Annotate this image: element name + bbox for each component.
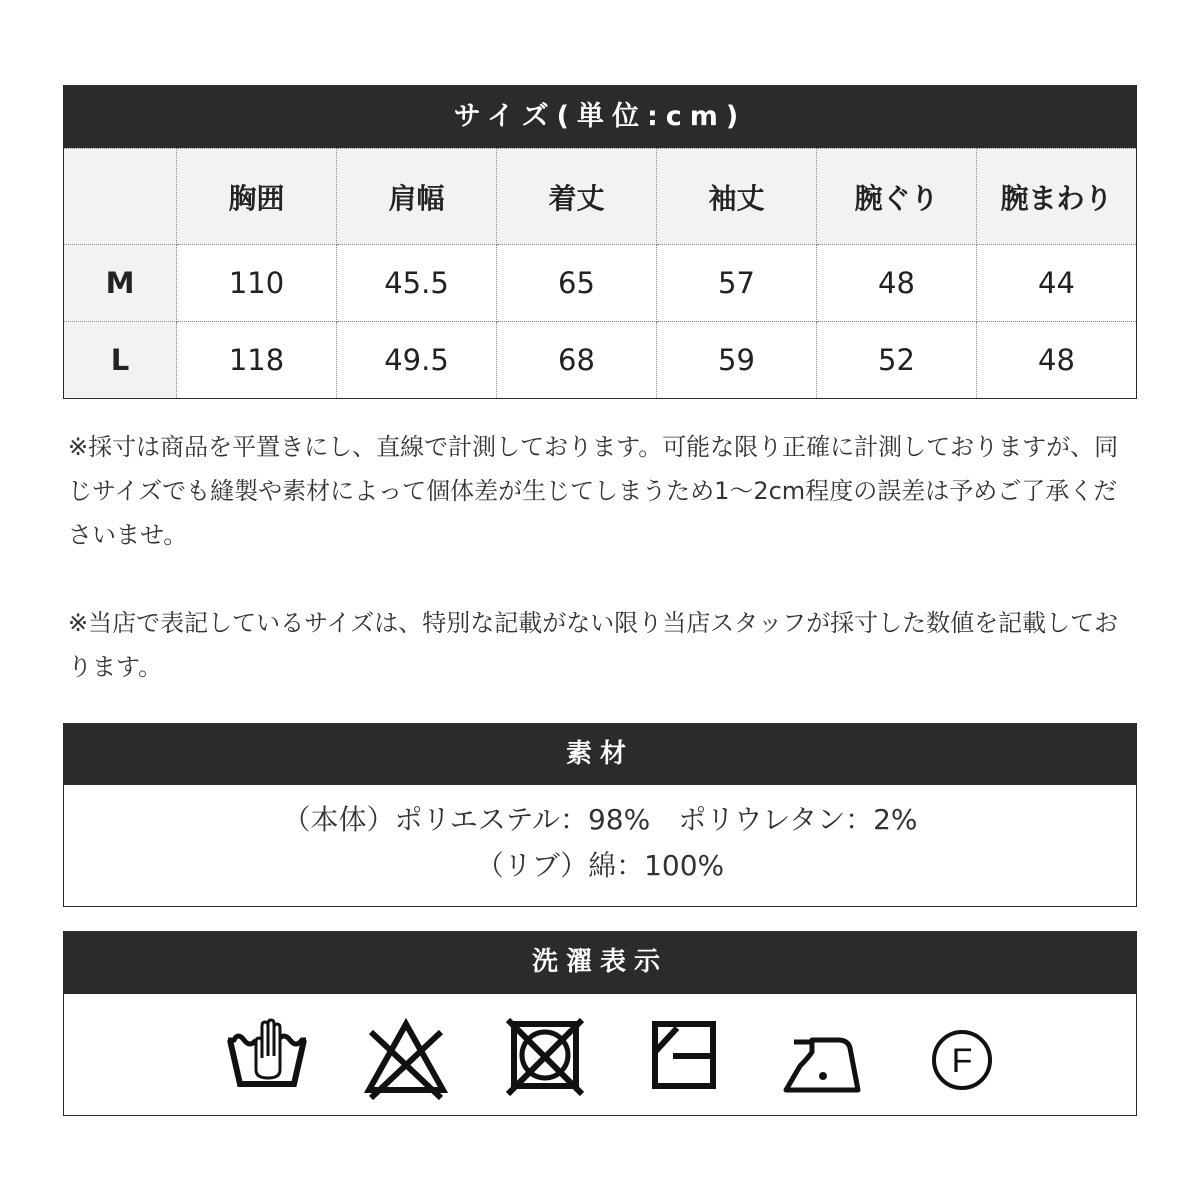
table-cell: 68 (497, 322, 657, 399)
size-table-corner (64, 149, 177, 245)
size-table (63, 148, 1137, 399)
table-cell: 118 (177, 322, 337, 399)
measurement-note: ※採寸は商品を平置きにし、直線で計測しております。可能な限り正確に計測しておりますが、同じサイズでも縫製や素材によって個体差が生じてしまうため1～2cm程度の誤差は予めご了承くださいませ。 (68, 433, 1119, 549)
table-cell: 49.5 (337, 322, 497, 399)
flat-dry-shade-icon (639, 1012, 729, 1102)
table-cell: 48 (977, 322, 1137, 399)
column-header-arm-circumference: 腕まわり (977, 149, 1137, 245)
table-cell: 48 (817, 245, 977, 322)
table-row (64, 245, 1137, 322)
column-header-armhole: 腕ぐり (817, 149, 977, 245)
store-size-note: ※当店で表記しているサイズは、特別な記載がない限り当店スタッフが採寸した数値を記載しております。 (68, 609, 1119, 681)
material-section-title: 素材 (63, 723, 1137, 785)
material-body-line: （本体）ポリエステル：98% ポリウレタン：2% (282, 803, 918, 836)
column-header-shoulder: 肩幅 (337, 149, 497, 245)
table-cell: 65 (497, 245, 657, 322)
size-table-header-row (64, 149, 1137, 245)
table-cell: 59 (657, 322, 817, 399)
dry-clean-letter: F (951, 1042, 973, 1080)
low-iron-icon (778, 1012, 868, 1102)
care-section-title: 洗濯表示 (63, 931, 1137, 994)
table-cell: 57 (657, 245, 817, 322)
column-header-length: 着丈 (497, 149, 657, 245)
table-cell: 52 (817, 322, 977, 399)
table-row (64, 322, 1137, 399)
column-header-chest: 胸囲 (177, 149, 337, 245)
table-cell: 110 (177, 245, 337, 322)
hand-wash-icon (222, 1012, 312, 1102)
size-label-m: M (64, 245, 177, 322)
size-label-l: L (64, 322, 177, 399)
table-cell: 45.5 (337, 245, 497, 322)
dry-clean-f-icon (917, 1012, 1007, 1102)
column-header-sleeve: 袖丈 (657, 149, 817, 245)
material-rib-line: （リブ）綿：100% (475, 849, 725, 882)
no-tumble-dry-icon (500, 1012, 590, 1102)
care-icons-box (63, 994, 1137, 1116)
size-section-title: サイズ(単位:cm) (63, 85, 1137, 148)
material-box (63, 785, 1137, 907)
table-cell: 44 (977, 245, 1137, 322)
no-bleach-icon (361, 1012, 451, 1102)
